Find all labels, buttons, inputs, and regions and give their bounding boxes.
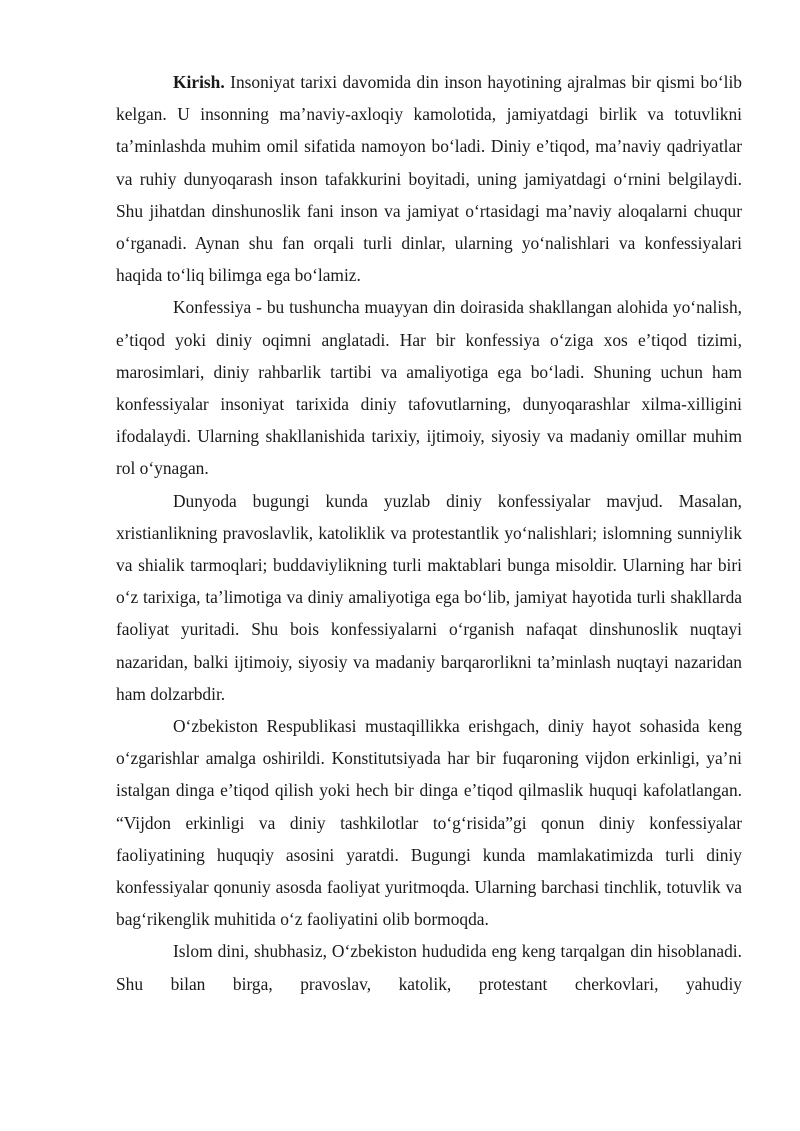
document-page: [116, 66, 742, 1000]
paragraph-lead-heading: Kirish.: [173, 72, 225, 92]
paragraph-introduction: [116, 66, 742, 291]
paragraph-world-confessions: Dunyoda bugungi kunda yuzlab diniy konfessiyalar mavjud. Masalan, xristianlikning pravoslavlik, katoliklik va protestantlik yo‘nalishlari; islomning sunniylik va shialik tarmoqlari; buddaviylikning turli maktablari bunga misoldir. Ularning har biri o‘z tarixiga, ta’limotiga va diniy amaliyotiga ega bo‘lib, jamiyat hayotida turli shakllarda faoliyat yuritadi. Shu bois konfessiyalarni o‘rganish nafaqat dinshunoslik nuqtayi nazaridan, balki ijtimoiy, siyosiy va madaniy barqarorlikni ta’minlash nuqtayi nazaridan ham dolzarbdir.: [116, 490, 742, 704]
paragraph-islam: Islom dini, shubhasiz, O‘zbekiston hududida eng keng tarqalgan din hisoblanadi. Shu bilan birga, pravoslav, katolik, protestant cherkovlari, yahudiy: [116, 941, 742, 994]
paragraph-text: Insoniyat tarixi davomida din inson hayotining ajralmas bir qismi bo‘lib kelgan. U insonning ma’naviy-axloqiy kamolotida, jamiyatdagi birlik va totuvlikni ta’minlashda muhim omil sifatida namoyon bo‘ladi. Diniy e’tiqod, ma’naviy qadriyatlar va ruhiy dunyoqarash inson tafakkurini boyitadi, uning jamiyatdagi o‘rnini belgilaydi. Shu jihatdan dinshunoslik fani inson va jamiyat o‘rtasidagi ma’naviy aloqalarni chuqur o‘rganadi. Aynan shu fan orqali turli dinlar, ularning yo‘nalishlari va konfessiyalari haqida to‘liq bilimga ega bo‘lamiz.: [116, 72, 742, 286]
paragraph-confession-definition: Konfessiya - bu tushuncha muayyan din doirasida shakllangan alohida yo‘nalish, e’tiqod yoki diniy oqimni anglatadi. Har bir konfessiya o‘ziga xos e’tiqod tizimi, marosimlari, diniy rahbarlik tartibi va amaliyotiga ega bo‘ladi. Shuning uchun ham konfessiyalar insoniyat tarixida diniy tafovutlarning, dunyoqarashlar xilma-xilligini ifodalaydi. Ularning shakllanishida tarixiy, ijtimoiy, siyosiy va madaniy omillar muhim rol o‘ynagan.: [116, 297, 742, 479]
paragraph-uzbekistan-independence: O‘zbekiston Respublikasi mustaqillikka erishgach, diniy hayot sohasida keng o‘zgarishlar amalga oshirildi. Konstitutsiyada har bir fuqaroning vijdon erkinligi, ya’ni istalgan dinga e’tiqod qilish yoki hech bir dinga e’tiqod qilmaslik huquqi kafolatlangan. “Vijdon erkinligi va diniy tashkilotlar to‘g‘risida”gi qonun diniy konfessiyalar faoliyatining huquqiy asosini yaratdi. Bugungi kunda mamlakatimizda turli diniy konfessiyalar qonuniy asosda faoliyat yuritmoqda. Ularning barchasi tinchlik, totuvlik va bag‘rikenglik muhitida o‘z faoliyatini olib bormoqda.: [116, 716, 742, 930]
